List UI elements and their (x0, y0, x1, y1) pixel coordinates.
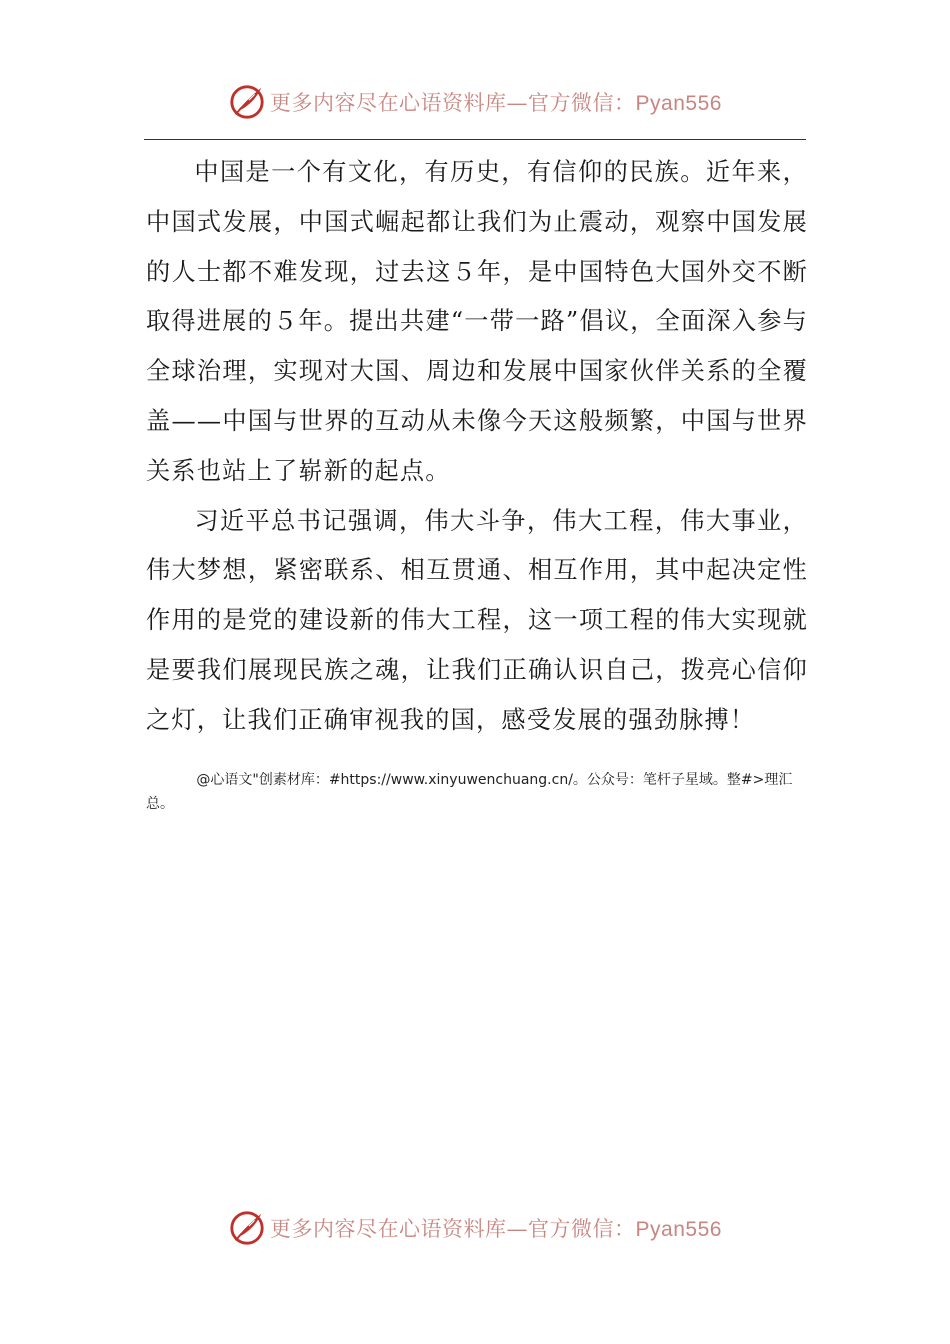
header-banner (0, 82, 950, 122)
paragraph-1: 中国是一个有文化，有历史，有信仰的民族。近年来，中国式发展，中国式崛起都让我们为止震动，观察中国发展的人士都不难发现，过去这５年，是中国特色大国外交不断取得进展的５年。提出共建“一带一路”倡议，全面深入参与全球治理，实现对大国、周边和发展中国家伙伴关系的全覆盖——中国与世界的互动从未像今天这般频繁，中国与世界关系也站上了崭新的起点。 (146, 158, 808, 485)
red-quill-logo-icon (228, 83, 266, 121)
footer-banner (0, 1208, 950, 1248)
header-divider (144, 139, 806, 140)
header-banner-text: 更多内容尽在心语资料库—官方微信：Pyan556 (270, 91, 722, 115)
wechat-id: Pyan556 (635, 92, 722, 115)
source-note: @心语文"创素材库：#https://www.xinyuwenchuang.cn/。公众号：笔杆子星域。整#>理汇总。 (146, 772, 793, 812)
wechat-id: Pyan556 (635, 1218, 722, 1241)
paragraph-2: 习近平总书记强调，伟大斗争，伟大工程，伟大事业，伟大梦想，紧密联系、相互贯通、相互作用，其中起决定性作用的是党的建设新的伟大工程，这一项工程的伟大实现就是要我们展现民族之魂，让我们正确认识自己，拨亮心信仰之灯，让我们正确审视我的国，感受发展的强劲脉搏！ (146, 506, 808, 734)
footer-banner-text: 更多内容尽在心语资料库—官方微信：Pyan556 (270, 1217, 722, 1241)
document-body (146, 148, 808, 746)
red-quill-logo-icon (228, 1209, 266, 1247)
